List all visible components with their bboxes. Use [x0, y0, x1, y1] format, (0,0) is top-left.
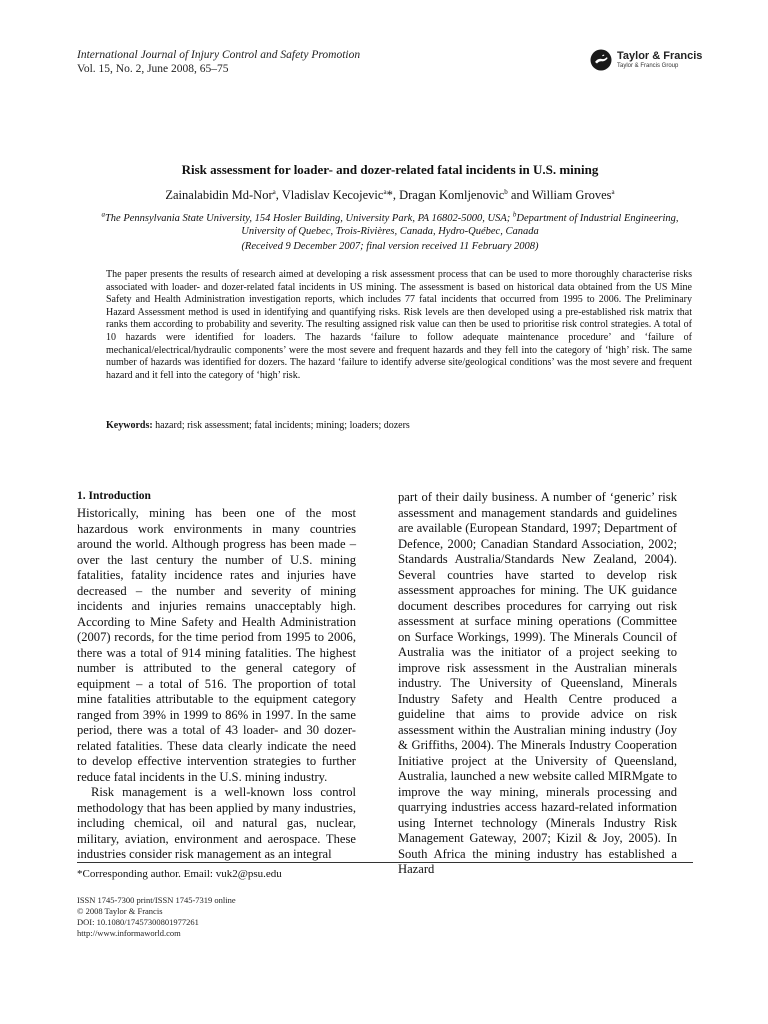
volume-info: Vol. 15, No. 2, June 2008, 65–75: [77, 63, 229, 75]
article-title: Risk assessment for loader- and dozer-related fatal incidents in U.S. mining: [181, 162, 599, 177]
doi: DOI: 10.1080/17457300801977261: [77, 917, 199, 927]
right-column: [398, 490, 677, 878]
section-title: 1. Introduction: [77, 490, 151, 502]
keywords-label: Keywords:: [106, 420, 153, 431]
publisher-name: Taylor & Francis: [617, 50, 703, 62]
affiliations: [80, 208, 700, 238]
left-column: [77, 489, 356, 863]
keywords: [106, 420, 692, 433]
author-list-text: Zainalabidin Md-Nor$^a$, Vladislav Kecojevic$^a$*, Dragan Komljenovic$^b$ and William Groves$^a$: [165, 188, 615, 203]
publisher-logo: [590, 49, 702, 71]
issn: ISSN 1745-7300 print/ISSN 1745-7319 online: [77, 895, 236, 905]
corresponding-author: *Corresponding author. Email: vuk2@psu.edu: [77, 868, 282, 880]
publisher-group: Taylor & Francis Group: [617, 63, 679, 69]
paragraph: part of their daily business. A number of ‘generic’ risk assessment and management standards and guidelines are available (European Standard, 1997; Department of Defence, 2000; Canadian Standard Association, 2002; Standards Australia/Standards New Zealand, 2004). Several countries have started to develop risk assessment approaches for mining. The UK guidance document describes procedures for carrying out risk assessment at surface mining operations (Committee on Surface Workings, 1999). The Minerals Council of Australia was the initiator of a project seeking to improve risk assessment in the Australian minerals industry. The University of Queensland, Minerals Industry Safety and Health Centre produced a guideline that aims to provide advice on risk assessment within the Australian mining industry (Joy & Griffiths, 2004). The Minerals Industry Cooperation Initiative project at the University of Queensland, Australia, launched a new website called MIRMgate to improve the way mining, minerals processing and quarrying industries access hazard-related information using Internet technology (Minerals Industry Risk Management Gateway, 2007; Kizil & Joy, 2005). In South Africa the mining industry has established a Hazard: [398, 490, 677, 876]
affiliations-text: $^a$The Pennsylvania State University, 154 Hosler Building, University Park, PA 16802-5000, USA; $^b$Department of Industrial Engineering, University of Quebec, Trois-Rivières, Canada, Hydro-Québec, Canada: [101, 210, 679, 237]
taylor-francis-lamp-icon: [590, 49, 612, 71]
publication-info: [77, 895, 236, 939]
journal-header: [77, 48, 360, 76]
abstract: The paper presents the results of research aimed at developing a risk assessment process that can be used to more thoroughly characterise risks associated with loader- and dozer-related fatal incidents in US mining. The assessment is based on historical data obtained from the US Mine Safety and Health Administration investigation reports, which includes 77 fatal incidents that occurred from 1995 to 2006. The Preliminary Hazard Assessment method is used in identifying and quantifying risks. Risk levels are then developed using a pre-established risk matrix that ranks them according to probability and severity. The resulting assigned risk value can then be used to prioritise risk control strategies. A total of 10 hazards were identified for loaders. The hazards ‘failure to follow adequate maintenance procedure’ and ‘failure of mechanical/electrical/hydraulic components’ were the most severe and frequent hazards and they fell into the category of ‘high’ risk. The same number of hazards was identified for dozers. The hazard ‘failure to identify adverse site/geological conditions’ was the most severe and frequent hazard and it fell into the category of ‘high’ risk.: [106, 269, 692, 381]
copyright: © 2008 Taylor & Francis: [77, 906, 163, 916]
footnote-divider: [77, 862, 693, 863]
paragraph: Historically, mining has been one of the most hazardous work environments in many countries around the world. Although progress has been made – over the last century the number of U.S. mining fatalities, fatality incidence rates and injuries have decreased – the number and severity of mining incidents and injuries remains unacceptably high. According to Mine Safety and Health Administration (2007) records, for the time period from 1995 to 2006, there was a total of 914 mining fatalities. The highest number is attributed to the general category of equipment – a total of 516. The proportion of total mine fatalities attributable to the equipment category ranged from 39% in 1999 to 86% in 1997. In the same period, there was a total of 43 loader- and 30 dozer-related fatalities. These data clearly indicate the need to develop effective intervention strategies to further reduce fatal incidents in the U.S. mining industry.: [77, 506, 356, 784]
author-list: [60, 184, 720, 203]
paragraph: Risk management is a well-known loss control methodology that has been applied by many industries, including chemical, oil and natural gas, nuclear, military, aviation, environment and aerospace. These industries consider risk management as an integral: [77, 785, 356, 861]
journal-name: International Journal of Injury Control and Safety Promotion: [77, 49, 361, 61]
received-dates: (Received 9 December 2007; final version received 11 February 2008): [241, 241, 539, 252]
url-link[interactable]: http://www.informaworld.com: [77, 928, 181, 938]
keywords-list: hazard; risk assessment; fatal incidents; mining; loaders; dozers: [155, 420, 410, 431]
